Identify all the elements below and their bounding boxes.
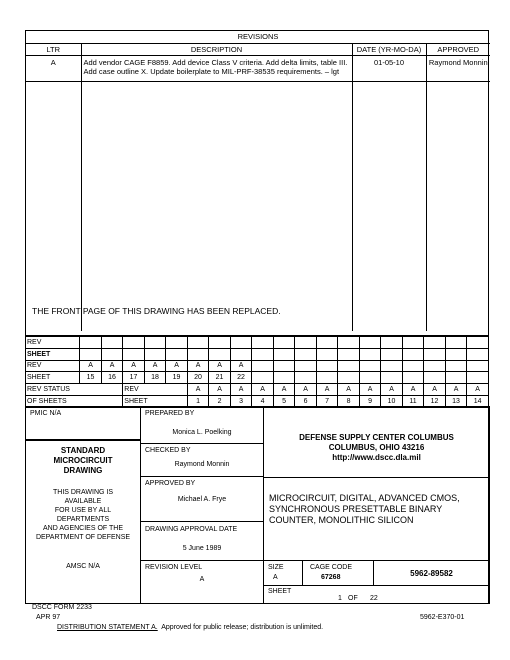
status-row-rev-blank (26, 337, 489, 349)
sheet-cell: 22 (230, 372, 252, 384)
rev-status-label: REV STATUS (26, 384, 123, 396)
distribution-label: DISTRIBUTION STATEMENT A. (57, 624, 158, 631)
document-code: 5962-E370-01 (420, 614, 465, 621)
header-date: DATE (YR-MO-DA) (352, 43, 426, 55)
sheet-cell: 14 (467, 395, 489, 407)
sheet-cell: 9 (359, 395, 381, 407)
drawing-number-box (373, 560, 490, 586)
revision-level-box (140, 560, 264, 604)
microcircuit-label: MICROCIRCUIT (53, 456, 113, 465)
revisions-table (26, 31, 490, 331)
revision-status-grid (25, 336, 489, 408)
form-date: APR 97 (36, 614, 61, 621)
sheet-of: OF (348, 595, 358, 602)
sheet-cell: 10 (381, 395, 403, 407)
revisions-title: REVISIONS (26, 31, 490, 43)
rev-cell: A (187, 384, 209, 396)
rev-cell: A (424, 384, 446, 396)
dscc-url: http://www.dscc.dla.mil (332, 453, 421, 462)
sheet-cell: 12 (424, 395, 446, 407)
approved-label: APPROVED BY (145, 480, 196, 487)
sheet-cell: 13 (445, 395, 467, 407)
rev-cell: A (209, 360, 231, 372)
revision-approver: Raymond Monnin (426, 55, 490, 81)
checked-by-box (140, 443, 264, 477)
checked-name: Raymond Monnin (174, 461, 230, 468)
rev-cell: A (316, 384, 338, 396)
rev-cell: A (445, 384, 467, 396)
pmic-box (25, 406, 141, 440)
rev-label: REV (123, 384, 188, 396)
dscc-name: DEFENSE SUPPLY CENTER COLUMBUS (299, 433, 454, 442)
amsc-text: AMSC N/A (66, 563, 100, 570)
rev-cell: A (101, 360, 123, 372)
dscc-box (263, 406, 490, 478)
approved-name: Michael A. Frye (177, 496, 227, 503)
rev-cell: A (381, 384, 403, 396)
prepared-by-box (140, 406, 264, 444)
distribution-text: Approved for public release; distribution is unlimited. (157, 624, 324, 631)
revision-level-label: REVISION LEVEL (145, 564, 203, 571)
device-title-box (263, 477, 490, 561)
availability-line: DEPARTMENT OF DEFENSE (35, 534, 131, 541)
sheet-cell: 18 (144, 372, 166, 384)
front-page-note: THE FRONT PAGE OF THIS DRAWING HAS BEEN REPLACED. (32, 306, 281, 316)
status-row-rev-status (26, 384, 489, 396)
sheet-cell: 19 (166, 372, 188, 384)
size-label: SIZE (268, 564, 284, 571)
sheet-cell: 5 (273, 395, 295, 407)
availability-line: AVAILABLE (64, 498, 102, 505)
device-title-line: MICROCIRCUIT, DIGITAL, ADVANCED CMOS, (269, 493, 460, 503)
rev-cell: A (338, 384, 360, 396)
status-row-sheet-blank (26, 348, 489, 360)
drawing-label: DRAWING (63, 466, 103, 475)
rev-cell: A (230, 360, 252, 372)
size-box (263, 560, 303, 586)
revisions-block (25, 30, 489, 336)
status-label: REV (26, 337, 80, 349)
rev-cell: A (166, 360, 188, 372)
prepared-name: Monica L. Poelking (172, 429, 232, 436)
pmic-text: PMIC N/A (30, 410, 62, 417)
sheet-cell: 11 (402, 395, 424, 407)
sheet-cell: 7 (316, 395, 338, 407)
sheet-cell: 3 (230, 395, 252, 407)
rev-cell: A (80, 360, 102, 372)
availability-line: AND AGENCIES OF THE (43, 525, 123, 532)
sheet-cell: 6 (295, 395, 317, 407)
availability-line: THIS DRAWING IS (52, 489, 114, 496)
rev-cell: A (252, 384, 274, 396)
device-title-line: SYNCHRONOUS PRESETTABLE BINARY (269, 504, 443, 514)
rev-cell: A (144, 360, 166, 372)
availability-line: FOR USE BY ALL (54, 507, 112, 514)
sheet-cell: 21 (209, 372, 231, 384)
rev-cell: A (209, 384, 231, 396)
revision-date: 01-05-10 (352, 55, 426, 81)
of-sheets-label: OF SHEETS (26, 395, 123, 407)
sheet-cell: 15 (80, 372, 102, 384)
rev-cell: A (273, 384, 295, 396)
sheet-box (263, 585, 490, 604)
header-approved: APPROVED (426, 43, 490, 55)
cage-value: 67268 (321, 574, 341, 581)
dscc-address: COLUMBUS, OHIO 43216 (328, 443, 425, 452)
title-block (25, 406, 489, 604)
rev-cell: A (359, 384, 381, 396)
status-row-rev-upper (26, 360, 489, 372)
checked-label: CHECKED BY (145, 447, 191, 454)
rev-cell: A (123, 360, 145, 372)
approval-date: 5 June 1989 (182, 545, 222, 552)
device-title-line: COUNTER, MONOLITHIC SILICON (269, 515, 414, 525)
revision-description: Add vendor CAGE F8859. Add device Class V criteria. Add delta limits, table III. Add case outline X. Update boilerplate to MIL-PRF-38535 requirements. – lgt (81, 55, 352, 81)
sheet-label: SHEET (268, 588, 292, 595)
rev-cell: A (230, 384, 252, 396)
drawing-number: 5962-89582 (410, 569, 453, 578)
distribution-statement (57, 624, 323, 631)
sheet-cell: 4 (252, 395, 274, 407)
cage-label: CAGE CODE (310, 564, 353, 571)
rev-cell: A (295, 384, 317, 396)
revision-level: A (199, 576, 205, 583)
sheet-label: SHEET (123, 395, 188, 407)
sheet-cell: 16 (101, 372, 123, 384)
revision-ltr: A (26, 55, 81, 81)
sheet-cell: 1 (187, 395, 209, 407)
sheet-total: 22 (370, 595, 378, 602)
approved-by-box (140, 476, 264, 522)
prepared-label: PREPARED BY (145, 410, 195, 417)
rev-cell: A (402, 384, 424, 396)
sheet-cell: 17 (123, 372, 145, 384)
rev-cell: A (187, 360, 209, 372)
sheet-number: 1 (338, 595, 342, 602)
header-description: DESCRIPTION (81, 43, 352, 55)
approval-date-label: DRAWING APPROVAL DATE (145, 526, 238, 533)
sheet-cell: 20 (187, 372, 209, 384)
header-ltr: LTR (26, 43, 81, 55)
availability-line: DEPARTMENTS (56, 516, 110, 523)
status-label: SHEET (26, 372, 80, 384)
sheet-cell: 2 (209, 395, 231, 407)
size-value: A (273, 574, 278, 581)
status-label: SHEET (26, 348, 80, 360)
standard-drawing-box (25, 440, 141, 604)
approval-date-box (140, 521, 264, 561)
form-number: DSCC FORM 2233 (32, 604, 92, 611)
cage-code-box (302, 560, 374, 586)
rev-cell: A (467, 384, 489, 396)
sheet-cell: 8 (338, 395, 360, 407)
status-row-sheet-upper (26, 372, 489, 384)
standard-label: STANDARD (60, 446, 106, 455)
status-label: REV (26, 360, 80, 372)
